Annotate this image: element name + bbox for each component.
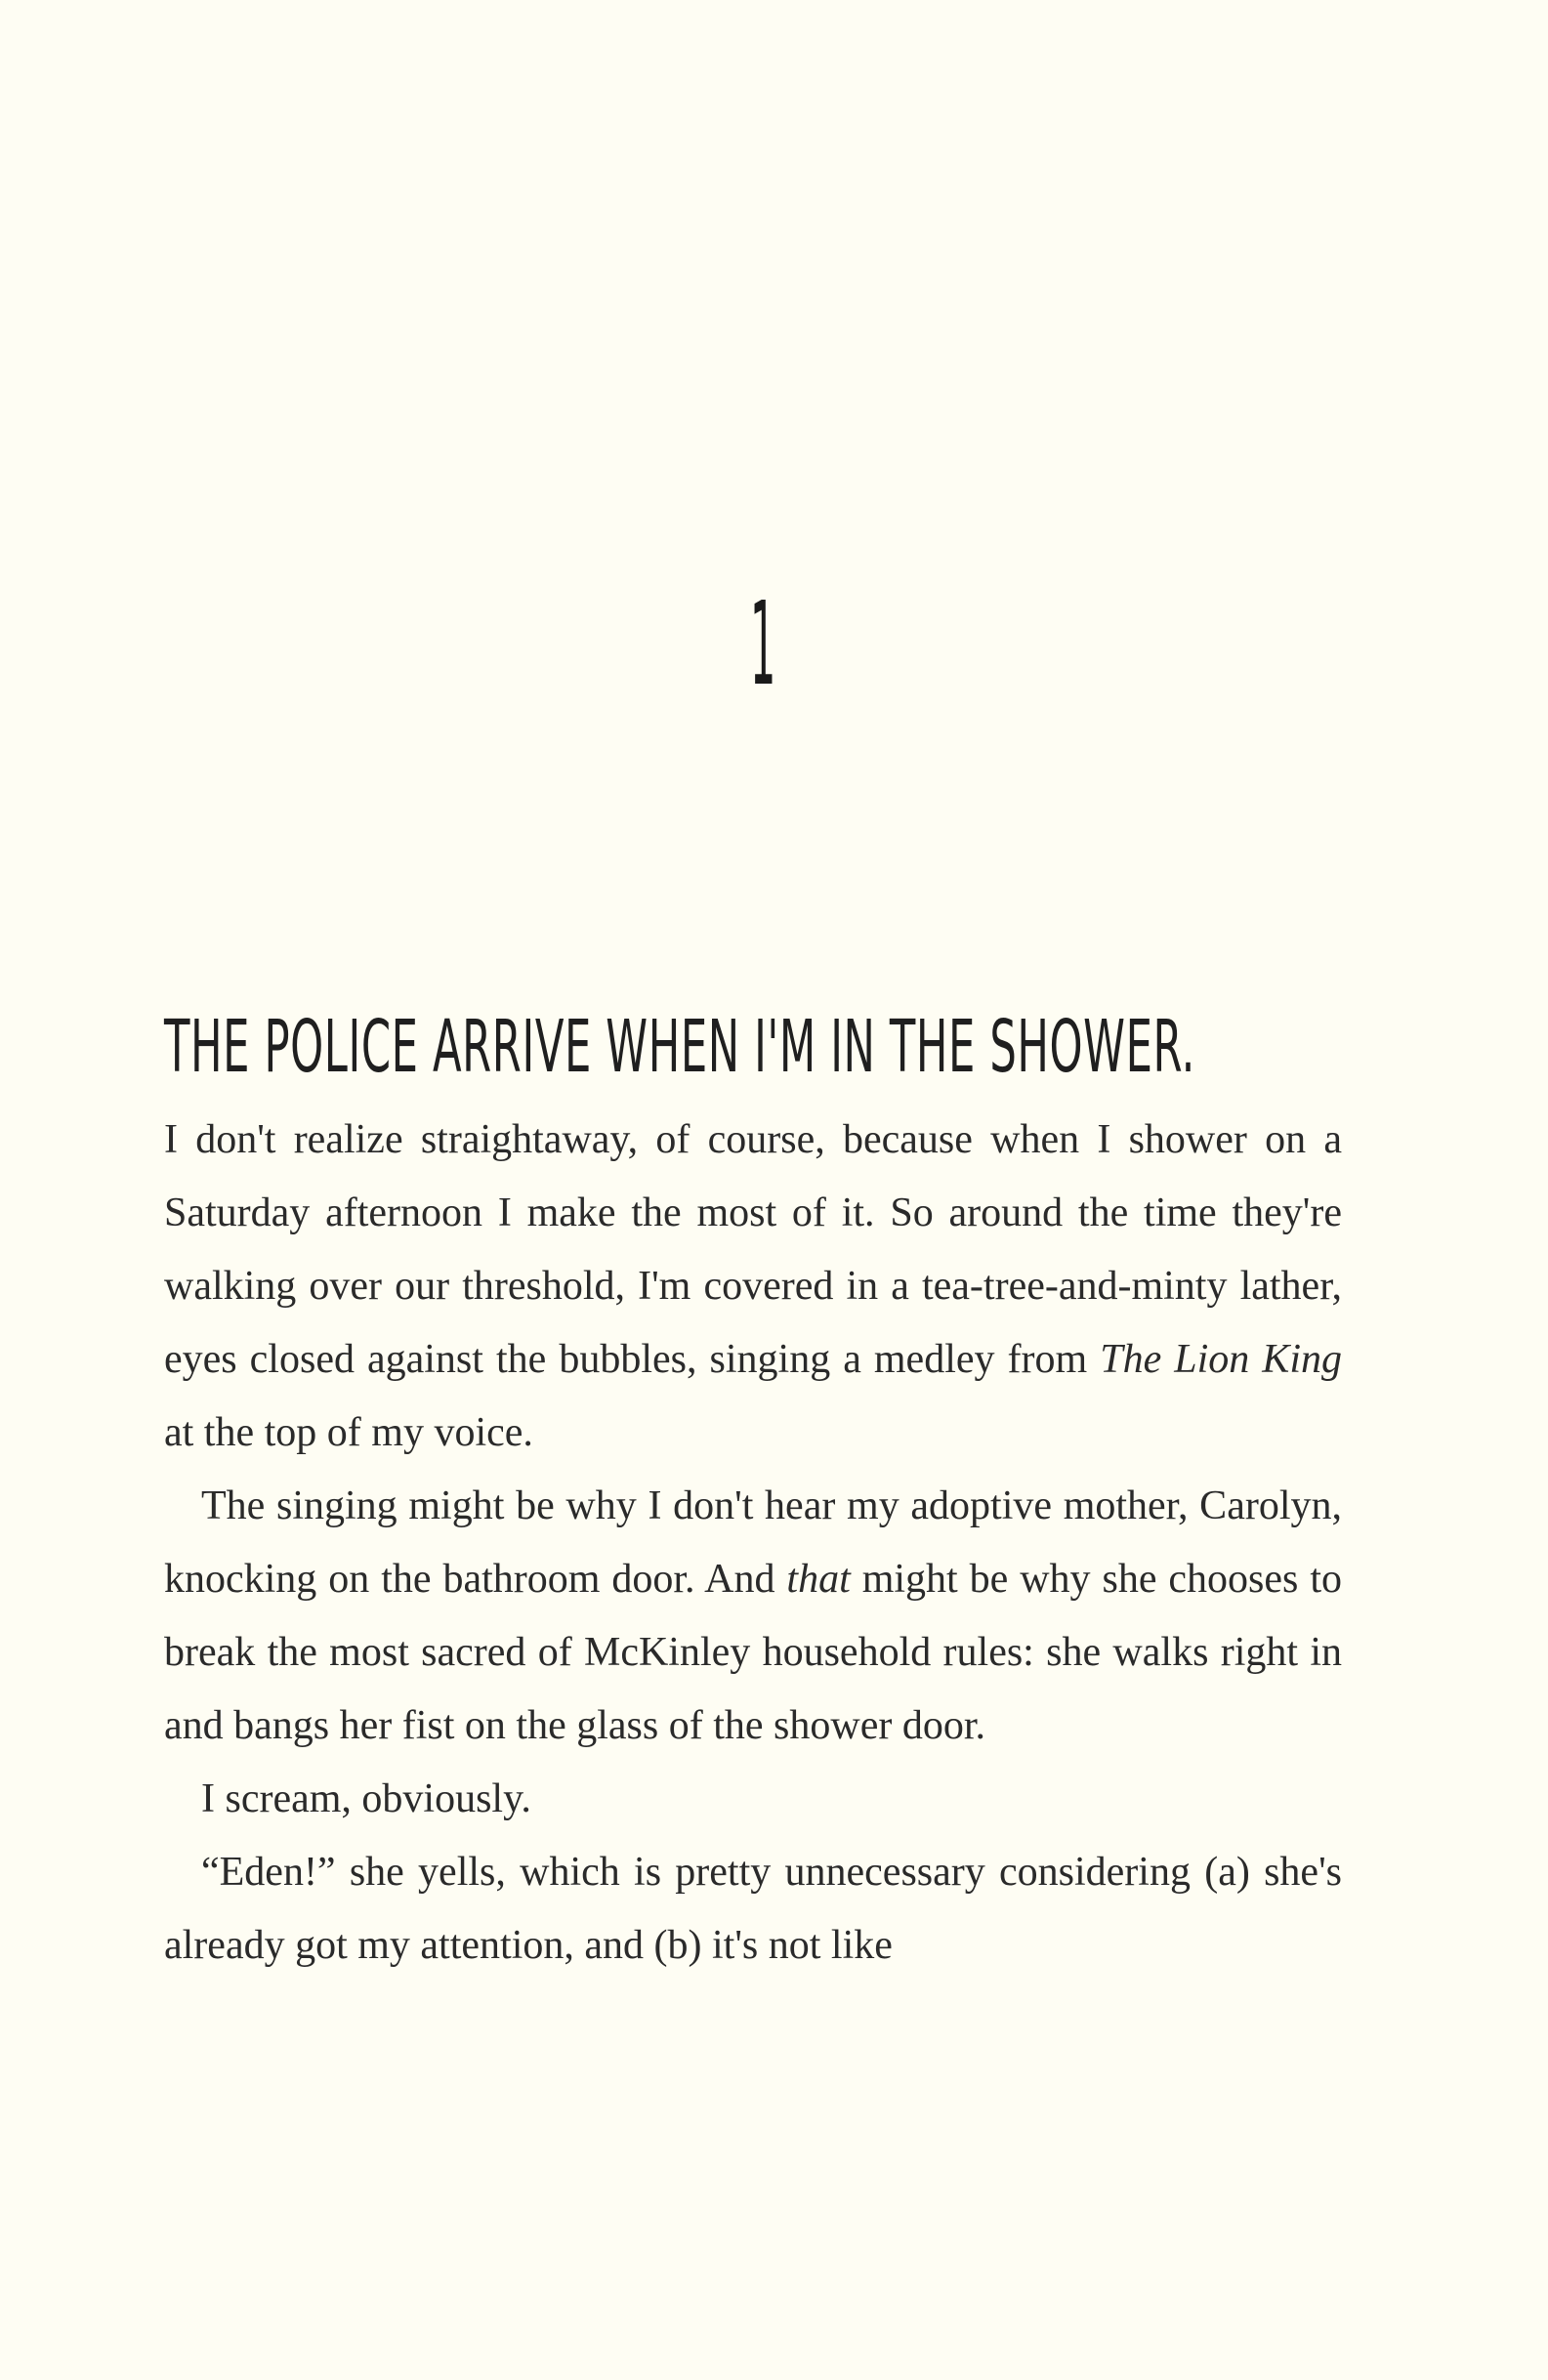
paragraph (164, 1763, 1342, 1836)
paragraph-text: “Eden!” she yells, which is pretty unnecessary considering (a) she's already got my attention, and (b) it's not like (164, 1850, 1342, 1968)
emphasis-text: The Lion King (1100, 1337, 1342, 1382)
body-text (164, 1104, 1342, 1983)
paragraph-text: I don't realize straightaway, of course, because when I shower on a Saturday afternoon I make the most of it. So around the time they're walking over our threshold, I'm covered in a tea-tree-and-minty lather, eyes closed against the bubbles, singing a medley from (164, 1117, 1342, 1382)
paragraph-text: at the top of my voice. (164, 1410, 533, 1455)
paragraph-text: might be why she chooses to break the most sacred of McKinley household rules: she walks right in and bangs her fist on the glass of the shower door. (164, 1557, 1342, 1748)
emphasis-text: that (786, 1557, 851, 1602)
chapter-title: THE POLICE ARRIVE WHEN I'M IN THE SHOWER. (164, 1005, 1195, 1089)
paragraph-text: I scream, obviously. (201, 1776, 531, 1821)
paragraph (164, 1836, 1342, 1983)
chapter-number: 1 (749, 576, 776, 711)
paragraph-text: The singing might be why I don't hear my adoptive mother, Carolyn, knocking on the bathroom door. And (164, 1483, 1342, 1602)
paragraph (164, 1104, 1342, 1470)
paragraph (164, 1470, 1342, 1763)
